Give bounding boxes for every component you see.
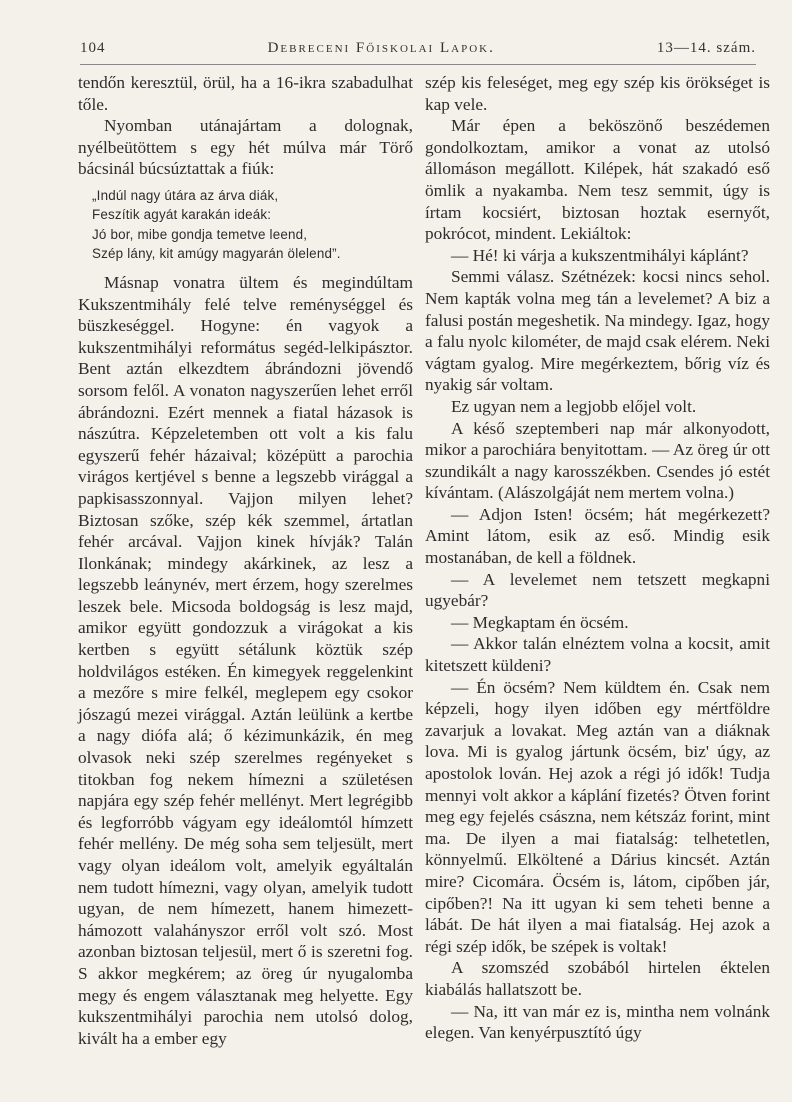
paragraph: — Akkor talán elnéztem volna a kocsit, amit kitetszett küldeni? — [425, 634, 770, 676]
header-rule — [80, 64, 756, 65]
poem-line: Jó bor, mibe gondja temetve leend, — [92, 226, 308, 242]
paragraph: tendőn keresztül, örül, ha a 16-ikra szabadulhat tőle. — [78, 73, 413, 114]
paragraph: Ez ugyan nem a legjobb előjel volt. — [451, 396, 697, 416]
page-number: 104 — [80, 39, 106, 56]
paragraph: — A levelemet nem tetszett megkapni ugyebár? — [425, 569, 770, 611]
poem-line: „Indúl nagy útára az árva diák, — [92, 187, 279, 203]
paragraph: — Adjon Isten! öcsém; hát megérkezett? Amint látom, esik az eső. Mindig esik mostanában, de kell a földnek. — [425, 504, 770, 568]
paragraph: Nyomban utánajártam a dolognak, nyélbeütöttem s egy hét múlva már Törő bácsinál búcsúztattak a fiúk: — [78, 116, 413, 179]
paragraph: — Na, itt van már ez is, mintha nem volnánk elegen. Van kenyérpusztító úgy — [425, 1001, 770, 1043]
paragraph: Másnap vonatra ültem és megindúltam Kukszentmihály felé telve reménységgel és büszkeséggel. Hogyne: én vagyok a kukszentmihályi református segéd-lelkipásztor. Bent aztán elkezdtem ábrándozni jövendő sorsom felől. A vonaton nagyszerűen lehet erről ábrándozni. Ezért mennek a fiatal házasok is nászútra. Képzeletemben ott volt a kis falu egyszerű fehér házaival; középütt a parochia virágos kertjével s benne a legszebb virággal a papkisasszonnyal. Vajjon milyen lehet? Biztosan szőke, szép kék szemmel, ártatlan fehér arcával. Vajjon kinek hívják? Talán Ilonkának; mindegy akárkinek, az lesz a legszebb leánynév, mert érzem, hogy szerelmes leszek bele. Micsoda boldogság is lesz majd, amikor együtt gondozzuk a virágokat a kis kertben s együtt sétálunk köztük szép holdvilágos estéken. Én kimegyek reggelenkint a mezőre s mire felkél, meglepem egy csokor jószagú mezei virággal. Aztán leülünk a kertbe a nagy diófa alá; ő kézimunkázik, én meg olvasok neki szép szerelmes regényeket s titokban fog nekem hímezni a születésen napjára egy szép fehér mellényt. Mert legrégibb és legforróbb vágyam egy ideálomtól hímzett fehér mellény. De még soha sem teljesült, mert vagy olyan ideálom volt, amelyik egyáltalán nem tudott hímezni, vagy olyan, amelyik tudott ugyan, de nem hímezett, hanem himezett-hámozott valahányszor erről volt szó. Most azonban biztosan teljesül, mert ő is szeretni fog. S akkor megkérem; az öreg úr nyugalomba megy és engem választanak meg helyette. Egy kukszentmihályi parochia nem utolsó dolog, kivált ha a ember egy — [78, 272, 413, 1048]
left-column — [78, 72, 413, 1049]
paragraph: A késő szeptemberi nap már alkonyodott, mikor a parochiára benyitottam. — Az öreg úr ott szundikált a nagy karosszékben. Csendes jó estét kívántam. (Alászolgáját nem mertem volna.) — [425, 418, 770, 503]
right-column — [425, 72, 770, 1044]
paragraph: — Hé! ki várja a kukszentmihályi káplánt? — [451, 245, 749, 265]
paragraph: szép kis feleséget, meg egy szép kis örökséget is kap vele. — [425, 73, 770, 114]
poem-line: Feszítik agyát karakán ideák: — [92, 207, 272, 223]
paragraph: — Megkaptam én öcsém. — [451, 612, 629, 632]
paragraph: A szomszéd szobából hirtelen éktelen kiabálás hallatszott be. — [425, 958, 770, 999]
issue-number: 13—14. szám. — [656, 39, 756, 56]
paragraph: Semmi válasz. Szétnézek: kocsi nincs sehol. Nem kapták volna meg tán a levelemet? A biz a falusi postán megeshetik. Na mindegy. Igaz, hogy a falu nyolc kilométer, de majd csak elérem. Neki vágtam gyalog. Mire megérkeztem, bőrig víz és nyakig sár voltam. — [425, 267, 770, 395]
poem-line: Szép lány, kit amúgy magyarán ölelend”. — [92, 246, 341, 262]
paragraph: — Én öcsém? Nem küldtem én. Csak nem képzeli, hogy ilyen időben egy mértföldre zavarjuk a lovakat. Meg aztán van a diáknak lova. Mi is gyalog jártunk öcsém, biz' úgy, az apostolok lován. Hej azok a régi jó idők! Tudja mennyi volt akkor a káplání fizetés? Ötven forint meg egy fejelés császna, nem kétszáz forint, mint ma. De ilyen a mai fiatalság: telhetetlen, könnyelmű. Elköltené a Dárius kincsét. Aztán mire? Cicomára. Öcsém is, látom, cipőben jár, cipőben?! Na itt ugyan ki sem teheti benne a lábát. De hát ilyen a mai fiatalság. Hej azok a régi szép idők, be szépek is voltak! — [425, 677, 770, 956]
journal-title: Debreceni Főiskolai Lapok. — [267, 39, 495, 56]
page-header — [80, 36, 756, 60]
paragraph: Már épen a beköszönő beszédemen gondolkoztam, amikor a vonat az utolsó állomáson megállott. Kilépek, hát szakadó eső ömlik a nyakamba. Nem tesz semmit, úgy is írtam kocsiért, biztosan hoztak esernyőt, pokrócot, mindent. Lekiáltok: — [425, 116, 770, 244]
poem — [78, 186, 413, 264]
